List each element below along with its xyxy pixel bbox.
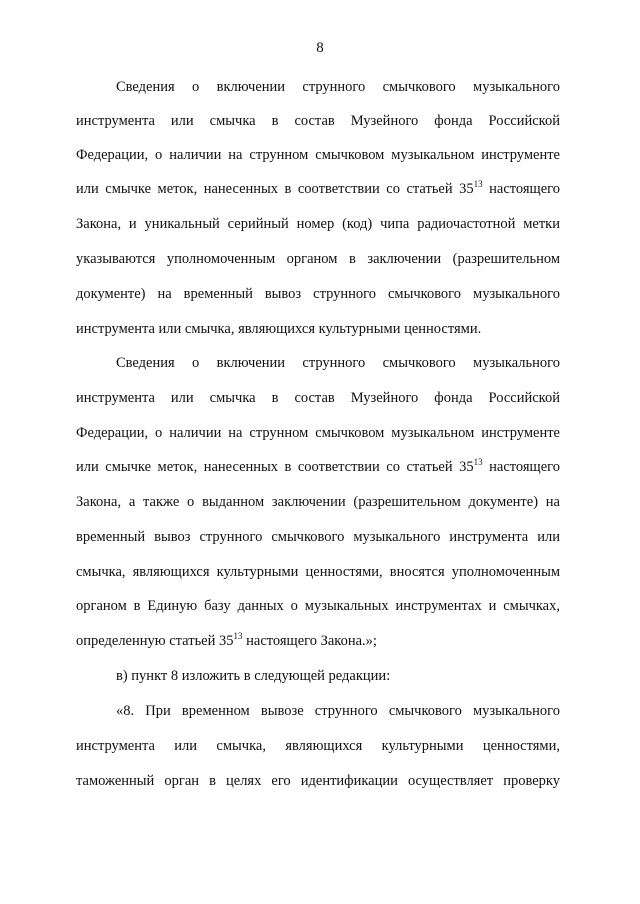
- paragraph-line-with-footnote: [76, 632, 560, 650]
- line-text: определенную статьей 35: [76, 633, 234, 649]
- paragraph-line: Сведения о включении струнного смычкового музыкального: [116, 79, 560, 95]
- paragraph-line: документе) на временный вывоз струнного смычкового музыкального: [76, 286, 560, 302]
- line-text: настоящего: [482, 181, 560, 197]
- page-number: 8: [316, 40, 324, 56]
- paragraph-line: таможенный орган в целях его идентификации осуществляет проверку: [76, 773, 560, 789]
- paragraph-line: органом в Единую базу данных о музыкальных инструментах и смычках,: [76, 598, 560, 614]
- paragraph-line: Сведения о включении струнного смычкового музыкального: [116, 355, 560, 371]
- paragraph-line-with-footnote: [76, 458, 560, 476]
- paragraph-line: инструмента или смычка, являющихся культурными ценностями.: [76, 321, 482, 337]
- superscript-reference: 13: [473, 457, 483, 467]
- paragraph-line: инструмента или смычка, являющихся культурными ценностями,: [76, 738, 560, 754]
- paragraph-line: Федерации, о наличии на струнном смычковом музыкальном инструменте: [76, 147, 560, 163]
- paragraph-line: в) пункт 8 изложить в следующей редакции:: [116, 668, 391, 684]
- paragraph-line: «8. При временном вывозе струнного смычкового музыкального: [116, 703, 560, 719]
- line-text: настоящего: [482, 459, 560, 475]
- line-text: или смычке меток, нанесенных в соответствии со статьей 35: [76, 181, 474, 197]
- paragraph-line: Закона, и уникальный серийный номер (код) чипа радиочастотной метки: [76, 216, 560, 232]
- superscript-reference: 13: [233, 631, 243, 641]
- paragraph-line: смычка, являющихся культурными ценностями, вносятся уполномоченным: [76, 564, 560, 580]
- paragraph-line: Федерации, о наличии на струнном смычковом музыкальном инструменте: [76, 425, 560, 441]
- paragraph-line: временный вывоз струнного смычкового музыкального инструмента или: [76, 529, 560, 545]
- paragraph-line-with-footnote: [76, 180, 560, 198]
- line-text: настоящего Закона.»;: [242, 633, 377, 649]
- line-text: или смычке меток, нанесенных в соответствии со статьей 35: [76, 459, 474, 475]
- superscript-reference: 13: [473, 179, 483, 189]
- paragraph-line: инструмента или смычка в состав Музейного фонда Российской: [76, 390, 560, 406]
- paragraph-line: Закона, а также о выданном заключении (разрешительном документе) на: [76, 494, 560, 510]
- paragraph-line: указываются уполномоченным органом в заключении (разрешительном: [76, 251, 560, 267]
- paragraph-line: инструмента или смычка в состав Музейного фонда Российской: [76, 113, 560, 129]
